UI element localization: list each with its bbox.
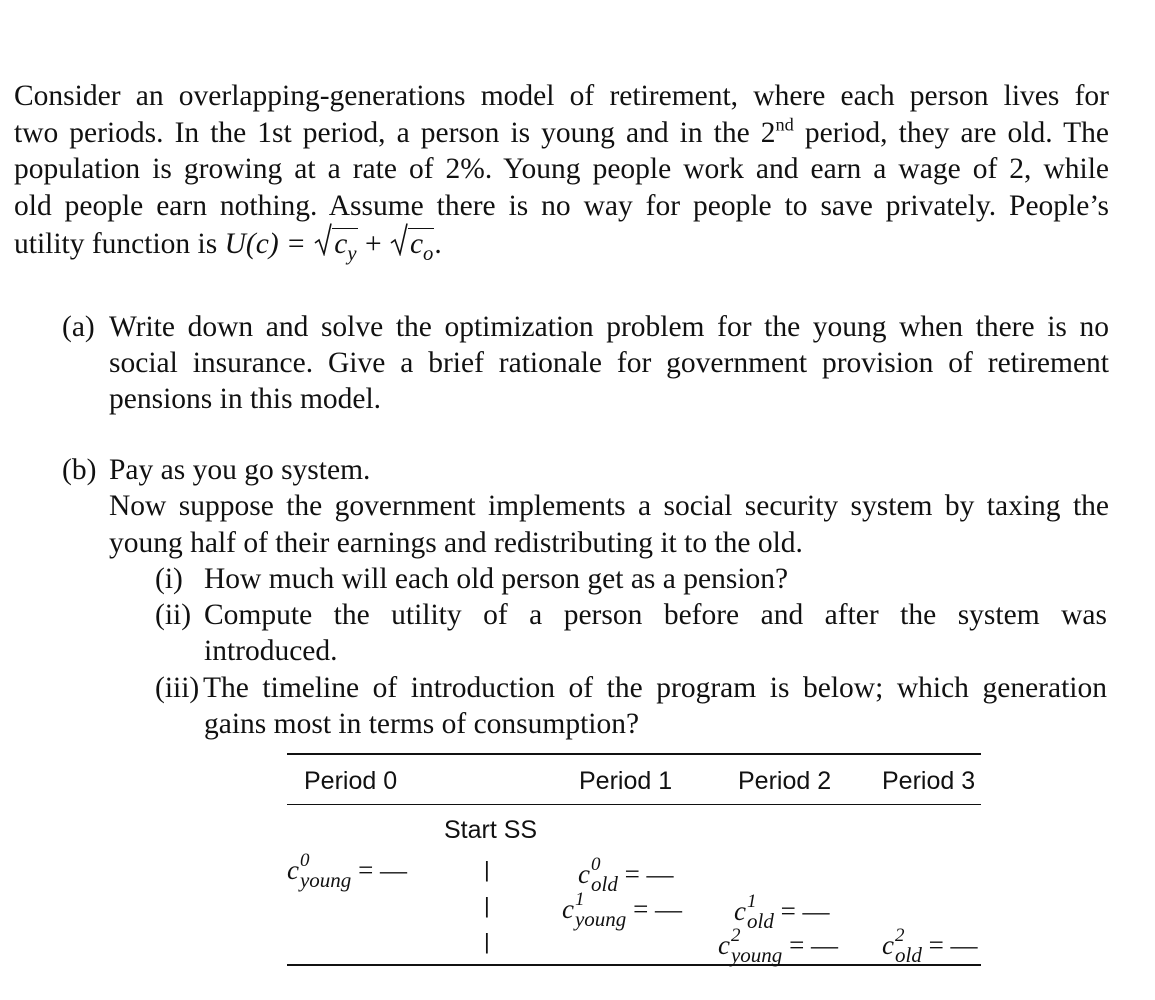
blank-answer: = —: [358, 855, 408, 886]
problem-intro: [14, 78, 1109, 269]
blank-answer: = —: [633, 894, 683, 925]
generation-superscript: 0: [299, 850, 310, 871]
part-b-title: Pay as you go system.: [109, 454, 371, 486]
part-b-iii-line-1: The timeline of introduction of the program is below; which generation: [203, 672, 1107, 704]
part-b-ii-label: (ii): [155, 599, 192, 631]
c-symbol: c: [562, 894, 574, 925]
part-a-line-2: social insurance. Give a brief rationale for government provision of retirement: [109, 347, 1109, 379]
part-b-iii-label: (iii): [155, 672, 200, 704]
intro-line-2-end: period, they are old. The: [793, 116, 1109, 149]
generation-superscript: 0: [590, 854, 601, 875]
young-subscript: young: [574, 907, 627, 931]
blank-answer: = —: [624, 859, 674, 890]
c0-young-cell: [287, 850, 408, 893]
plus-sign: +: [357, 228, 389, 260]
sqrt-c-young: [314, 226, 357, 269]
old-subscript: old: [894, 943, 922, 967]
intro-line-3: population is growing at a rate of 2%. Young people work and earn a wage of 2, while: [14, 153, 1109, 185]
old-subscript: old: [746, 909, 774, 933]
blank-answer: = —: [780, 896, 830, 927]
c-base: c: [334, 228, 348, 260]
start-ss-label: Start SS: [444, 816, 538, 844]
timeline-divider-2: |: [484, 893, 490, 918]
part-a-line-3: pensions in this model.: [109, 383, 382, 415]
blank-answer: = —: [928, 930, 978, 961]
header-period-3: Period 3: [882, 767, 976, 795]
intro-line-5: [14, 226, 1109, 269]
header-period-2: Period 2: [738, 767, 832, 795]
part-b-line-1: Now suppose the government implements a social security system by taxing the: [109, 490, 1109, 523]
intro-line-4: old people earn nothing. Assume there is no way for people to save privately. People’s: [14, 189, 1109, 222]
c2-young-cell: [718, 925, 839, 968]
timeline-divider-3: |: [484, 929, 490, 954]
part-a-label: (a): [62, 311, 95, 343]
utility-formula-lhs: U(c) =: [224, 228, 314, 260]
blank-answer: = —: [789, 930, 839, 961]
part-b-ii-line-2: introduced.: [204, 635, 338, 668]
c-symbol: c: [578, 859, 590, 890]
generation-superscript: 1: [746, 891, 757, 912]
part-a-line-1: Write down and solve the optimization problem for the young when there is no: [109, 311, 1109, 343]
c-symbol: c: [734, 896, 746, 927]
timeline-divider-1: |: [484, 857, 490, 882]
header-period-1: Period 1: [579, 767, 673, 795]
c-symbol: c: [287, 855, 299, 886]
intro-line-2: [14, 115, 1109, 152]
ordinal-superscript: nd: [775, 114, 794, 135]
intro-line-1: Consider an overlapping-generations model of retirement, where each person lives for: [14, 80, 1109, 112]
intro-line-2-start: two periods. In the 1st period, a person is young and in the 2: [14, 116, 776, 149]
utility-lead-text: utility function is: [14, 228, 225, 260]
young-subscript: young: [730, 943, 783, 967]
part-b-ii-line-1: Compute the utility of a person before and after the system was: [204, 599, 1107, 631]
table-header-rule: [287, 804, 981, 805]
radical-sign-icon: [314, 222, 332, 256]
table-bottom-rule: [287, 964, 981, 966]
period-mark: .: [434, 228, 442, 260]
c-symbol: c: [882, 930, 894, 961]
o-subscript: o: [423, 242, 434, 265]
header-period-0: Period 0: [304, 767, 398, 795]
old-subscript: old: [590, 872, 618, 896]
c-base: c: [409, 228, 424, 260]
generation-superscript: 1: [574, 889, 585, 910]
c1-young-cell: [562, 889, 683, 932]
part-b-line-2: young half of their earnings and redistributing it to the old.: [109, 526, 803, 559]
y-subscript: y: [347, 242, 357, 265]
part-b-iii-line-2: gains most in terms of consumption?: [204, 708, 640, 741]
table-top-rule: [287, 753, 981, 755]
young-subscript: young: [299, 868, 352, 892]
sqrt-c-old: [390, 226, 434, 269]
part-b-label: (b): [62, 454, 97, 486]
part-b-i-label: (i): [155, 563, 183, 595]
part-b-i-text: How much will each old person get as a pension?: [204, 563, 789, 595]
timeline-table: [287, 753, 981, 968]
generation-superscript: 2: [730, 925, 741, 946]
radical-sign-icon: [390, 222, 408, 256]
c-symbol: c: [718, 930, 730, 961]
c2-old-cell: [882, 925, 978, 968]
generation-superscript: 2: [894, 925, 905, 946]
